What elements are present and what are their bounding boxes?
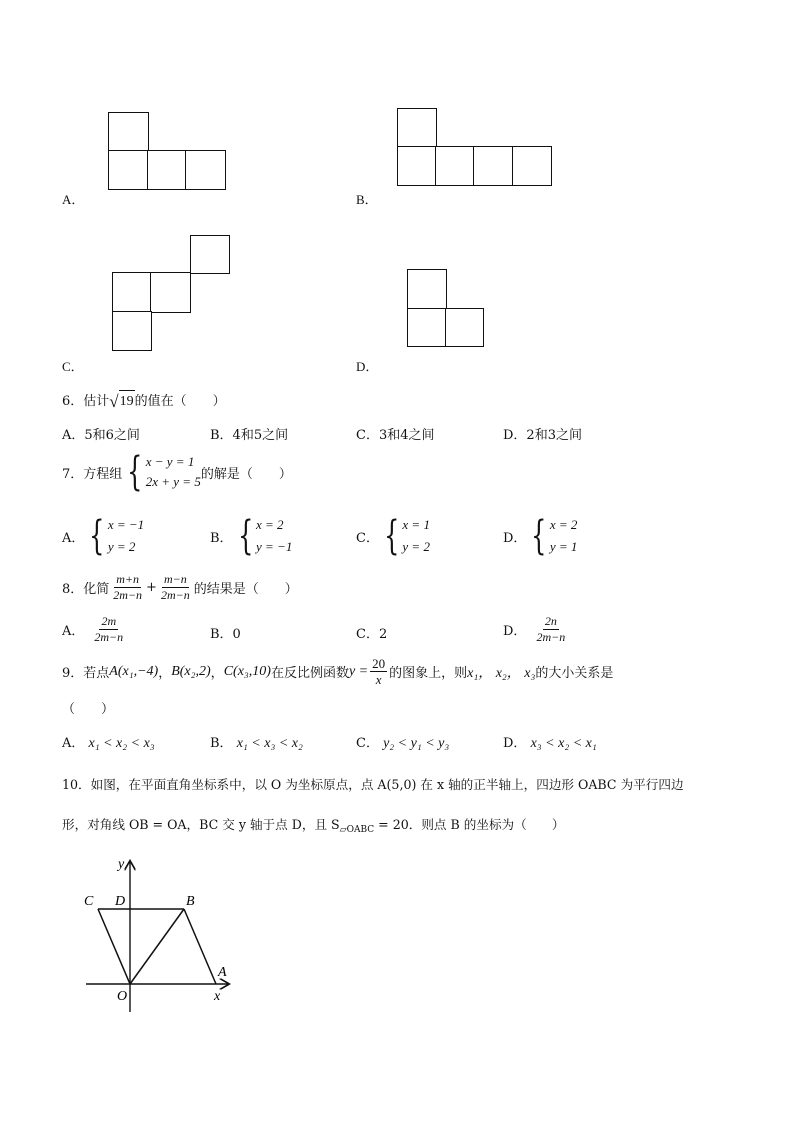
q9-option-d: [503, 732, 597, 752]
q7-a-row2: y = 2: [107, 539, 136, 554]
q10-line2: [62, 814, 565, 835]
q7-option-d: D． { x = 2 y = 1: [503, 513, 578, 559]
q9-vars: x₁， x₂， x₃: [467, 665, 536, 681]
q8-f1-den: 2m−n: [113, 588, 143, 602]
q7-stem: [62, 449, 292, 495]
q6-option-a: A．5和6之间: [62, 428, 140, 443]
q7-a-row1: x = −1: [107, 517, 145, 532]
q10-coordinate-figure: [78, 850, 258, 1020]
q9-option-c-label: C．: [356, 736, 379, 751]
q6-option-b: B．4和5之间: [210, 428, 289, 443]
q7-c-row1: x = 1: [402, 517, 430, 532]
q7-system: { x − y = 1 2x + y = 5: [127, 449, 201, 495]
q5-option-d-label: D．: [356, 359, 379, 374]
segment-ba: [184, 909, 216, 984]
q9-point-c: C(x₃,10): [223, 663, 271, 679]
q9-stem-1: 9．若点: [62, 666, 110, 681]
segment-co: [98, 909, 130, 984]
q9-fraction: [370, 656, 387, 687]
q8-option-a: [62, 614, 127, 645]
q8-option-d-label: D．: [503, 624, 527, 639]
q9-option-b-label: B．: [210, 736, 233, 751]
label-d: D: [115, 894, 126, 909]
label-c: C: [84, 894, 94, 909]
q8-f1-num: m+n: [116, 572, 140, 586]
q6-stem: [62, 390, 226, 413]
q9-f-num: 20: [372, 656, 386, 671]
q6-radicand: 19: [119, 390, 135, 413]
q9-option-a: [62, 732, 155, 752]
q8-d-den: 2m−n: [536, 630, 566, 644]
q9-option-d-label: D．: [503, 736, 527, 751]
q9-y-eq: y =: [348, 663, 369, 679]
q5-option-c-label: C．: [62, 359, 84, 374]
q8-fraction-2: [159, 572, 192, 603]
q6-stem-prefix: 6．估计: [62, 394, 110, 409]
q6-stem-suffix: 的值在（ ）: [134, 394, 226, 409]
q9-point-b: B(x₂,2): [171, 663, 211, 679]
label-o: O: [117, 989, 128, 1004]
q9-point-a: A(x₁,−4): [109, 663, 159, 679]
q9-option-d-value: x₃ < x₂ < x₁: [530, 736, 597, 751]
q8-stem-prefix: 8．化简: [62, 582, 110, 597]
q8-stem-suffix: 的结果是（ ）: [193, 582, 298, 597]
label-y: y: [118, 857, 125, 872]
q9-option-b-value: x₁ < x₃ < x₂: [236, 736, 303, 751]
q9-sep-2: ，: [210, 666, 224, 681]
q8-option-a-label: A．: [62, 624, 85, 639]
segment-ob: [130, 909, 184, 984]
q9-stem-4: 的大小关系是: [535, 666, 614, 681]
q7-stem-prefix: 7．方程组: [62, 466, 123, 482]
q9-option-c-value: y₂ < y₁ < y₃: [383, 736, 450, 751]
q7-d-row2: y = 1: [549, 539, 578, 554]
q9-option-b: [210, 732, 303, 752]
q7-eq1: x − y = 1: [145, 454, 195, 469]
label-x: x: [214, 989, 221, 1004]
q8-option-b: B．0: [210, 627, 241, 642]
q7-option-b: B． { x = 2 y = −1: [210, 513, 293, 559]
q7-option-b-label: B．: [210, 530, 233, 546]
q7-option-c: C． { x = 1 y = 2: [356, 513, 430, 559]
q10-line2-b: = 20．则点 B 的坐标为（ ）: [374, 817, 565, 832]
q7-b-row1: x = 2: [256, 517, 284, 532]
q10-line2-a: 形，对角线 OB = OA，BC 交 y 轴于点 D，且 S: [62, 817, 340, 832]
q10-area-subscript: ▱OABC: [339, 825, 375, 835]
q7-option-d-label: D．: [503, 530, 527, 546]
label-a: A: [218, 965, 227, 980]
q8-option-d: [503, 614, 569, 645]
q8-fraction-1: [111, 572, 144, 603]
q8-plus: +: [146, 580, 157, 595]
q6-sqrt: √ 19: [109, 392, 134, 411]
q7-b-row2: y = −1: [256, 539, 293, 554]
q7-option-c-label: C．: [356, 530, 379, 546]
q6-option-c: C．3和4之间: [356, 428, 435, 443]
q9-option-a-label: A．: [62, 736, 85, 751]
q9-option-c: [356, 732, 449, 752]
q8-option-c: C．2: [356, 627, 388, 642]
q8-f2-num: m−n: [163, 572, 187, 586]
q9-sep-1: ，: [158, 666, 172, 681]
q10-line1: 10．如图，在平面直角坐标系中，以 O 为坐标原点，点 A(5,0) 在 x 轴的正半轴上，四边形 OABC 为平行四边: [62, 777, 684, 792]
label-b: B: [186, 894, 195, 909]
q8-a-num: 2m: [101, 614, 117, 628]
q8-d-num: 2n: [544, 614, 557, 628]
q9-option-a-value: x₁ < x₂ < x₃: [88, 736, 155, 751]
q9-stem-2: 在反比例函数: [270, 666, 349, 681]
q9-paren: （ ）: [62, 702, 115, 717]
q5-option-a-label: A．: [62, 192, 85, 207]
q9-stem-3: 的图象上，则: [389, 666, 468, 681]
q6-option-d: D．2和3之间: [503, 428, 582, 443]
q7-stem-suffix: 的解是（ ）: [200, 466, 292, 482]
q7-d-row1: x = 2: [549, 517, 578, 532]
q8-f2-den: 2m−n: [160, 588, 190, 602]
q8-a-den: 2m−n: [94, 630, 124, 644]
q7-c-row2: y = 2: [402, 539, 430, 554]
q9-f-den: x: [375, 672, 382, 687]
q7-option-a: A． { x = −1 y = 2: [62, 513, 145, 559]
q7-option-a-label: A．: [62, 530, 85, 546]
q7-eq2: 2x + y = 5: [145, 474, 201, 489]
q9-stem-line1: [62, 656, 613, 687]
q8-stem: [62, 572, 298, 603]
q5-option-b-label: B．: [356, 192, 378, 207]
